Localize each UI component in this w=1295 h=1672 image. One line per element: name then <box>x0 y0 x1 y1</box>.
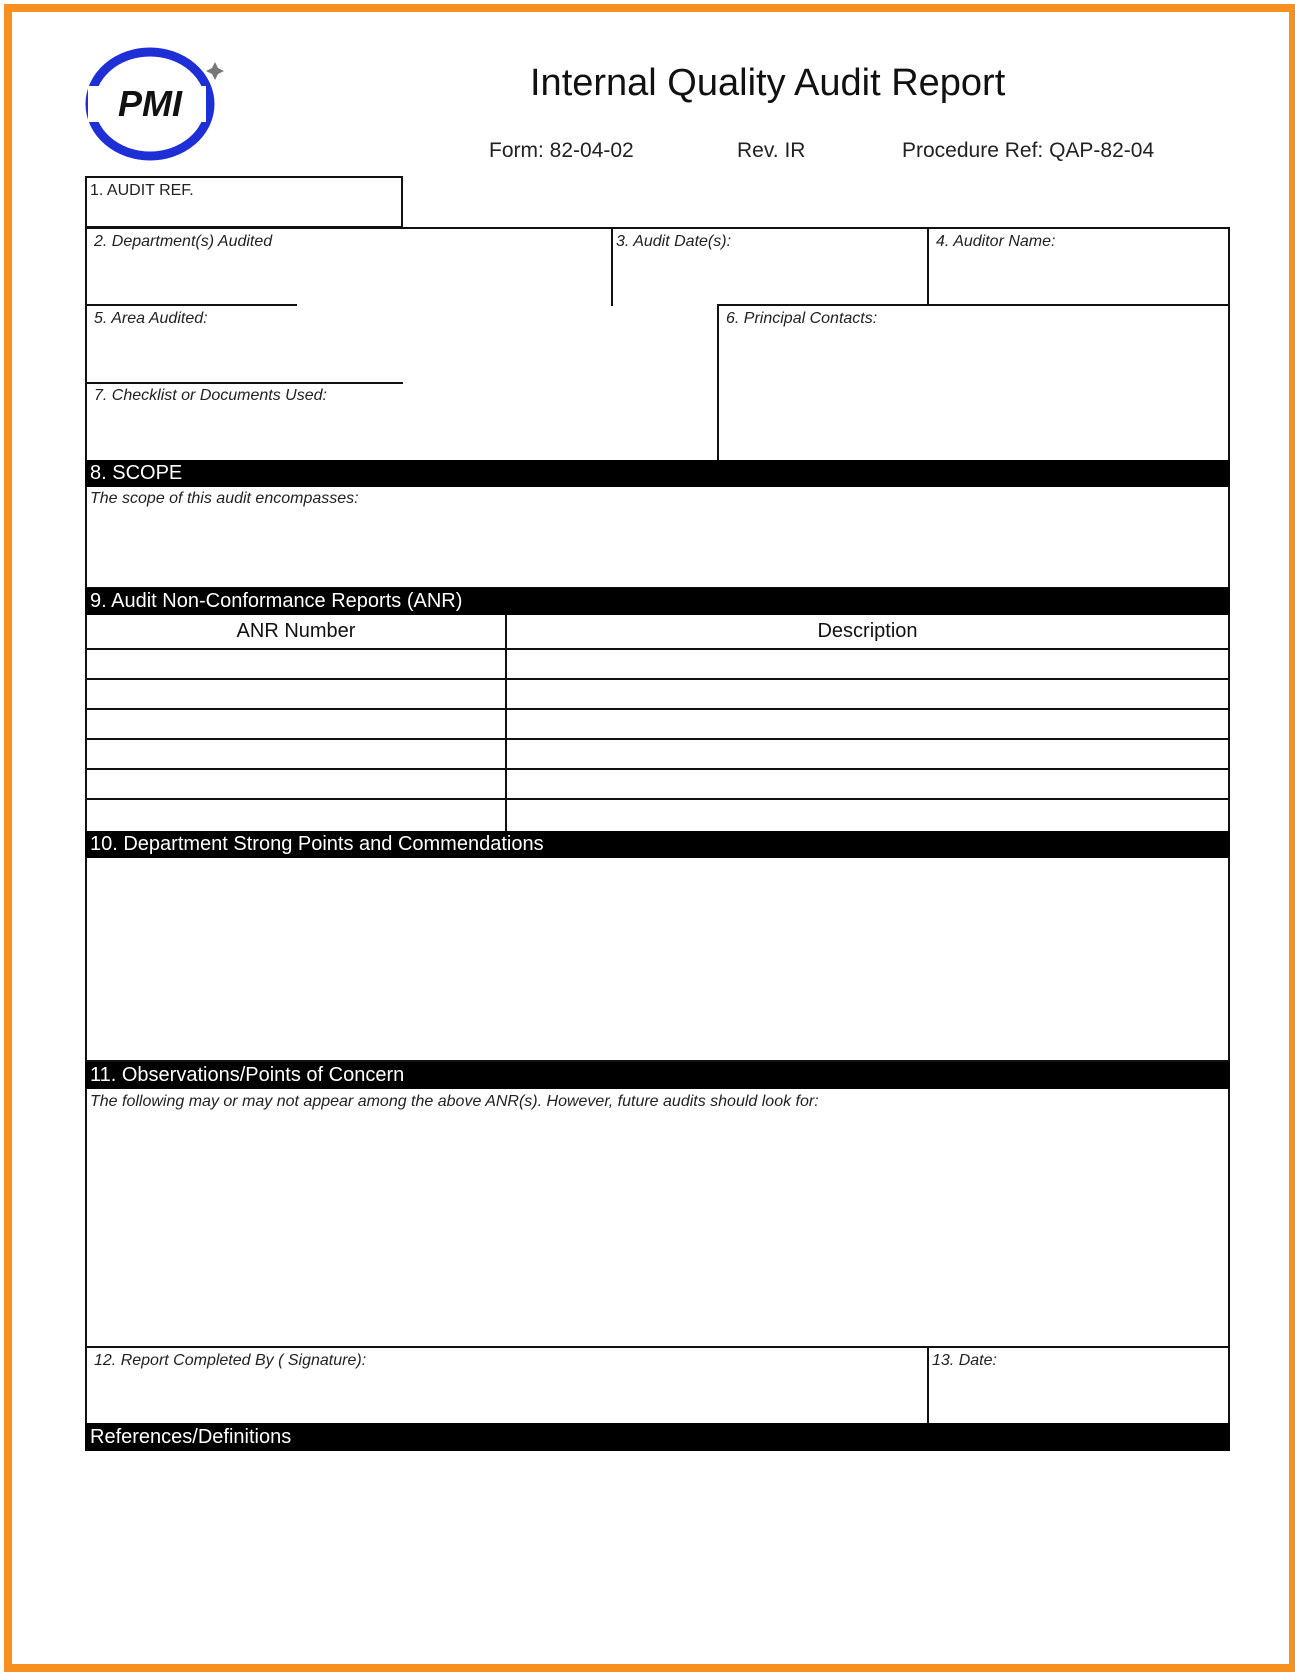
area-audited-label: 5. Area Audited: <box>94 310 208 327</box>
description-header: Description <box>817 620 918 642</box>
divider <box>927 1346 929 1425</box>
anr-heading: 9. Audit Non-Conformance Reports (ANR) <box>85 588 1230 615</box>
references-heading: References/Definitions <box>85 1423 1230 1451</box>
auditor-name-label: 4. Auditor Name: <box>936 233 1056 250</box>
form-title: Internal Quality Audit Report <box>530 62 1006 104</box>
strong-points-field[interactable] <box>85 857 1230 1062</box>
table-row-divider <box>85 768 1230 770</box>
scope-heading: 8. SCOPE <box>85 460 1230 487</box>
departments-audited-label: 2. Department(s) Audited <box>94 233 273 250</box>
audit-ref-label: 1. AUDIT REF. <box>90 182 194 199</box>
anr-table <box>85 614 1230 833</box>
checklist-label: 7. Checklist or Documents Used: <box>94 387 327 404</box>
table-row-divider <box>85 798 1230 800</box>
divider <box>927 227 929 306</box>
anr-number-header: ANR Number <box>236 620 356 642</box>
completed-by-label: 12. Report Completed By ( Signature): <box>94 1352 367 1369</box>
audit-dates-label: 3. Audit Date(s): <box>616 233 732 250</box>
scope-text: The scope of this audit encompasses: <box>90 490 359 507</box>
form-number: Form: 82-04-02 <box>489 139 634 162</box>
divider <box>85 382 403 384</box>
table-row-divider <box>85 678 1230 680</box>
observations-text: The following may or may not appear among the above ANR(s). However, future audits should look for: <box>90 1093 819 1110</box>
divider <box>85 227 87 462</box>
observations-heading: 11. Observations/Points of Concern <box>85 1062 1230 1089</box>
divider <box>85 304 297 306</box>
observations-field[interactable] <box>85 1088 1230 1348</box>
procedure-ref: Procedure Ref: QAP-82-04 <box>902 139 1155 162</box>
table-row-divider <box>85 708 1230 710</box>
anr-column-divider <box>505 614 507 833</box>
divider <box>85 227 1230 229</box>
table-row-divider <box>85 738 1230 740</box>
sparkle-icon <box>206 62 224 80</box>
revision: Rev. IR <box>737 139 806 162</box>
logo-text: PMI <box>117 83 183 124</box>
strong-points-heading: 10. Department Strong Points and Commendations <box>85 831 1230 858</box>
divider <box>611 227 613 306</box>
table-row-divider <box>85 648 1230 650</box>
signoff-date-label: 13. Date: <box>932 1352 997 1369</box>
principal-contacts-label: 6. Principal Contacts: <box>726 310 878 327</box>
pmi-logo <box>84 46 224 164</box>
divider <box>717 304 719 462</box>
divider <box>717 304 1230 306</box>
divider <box>1228 227 1230 462</box>
